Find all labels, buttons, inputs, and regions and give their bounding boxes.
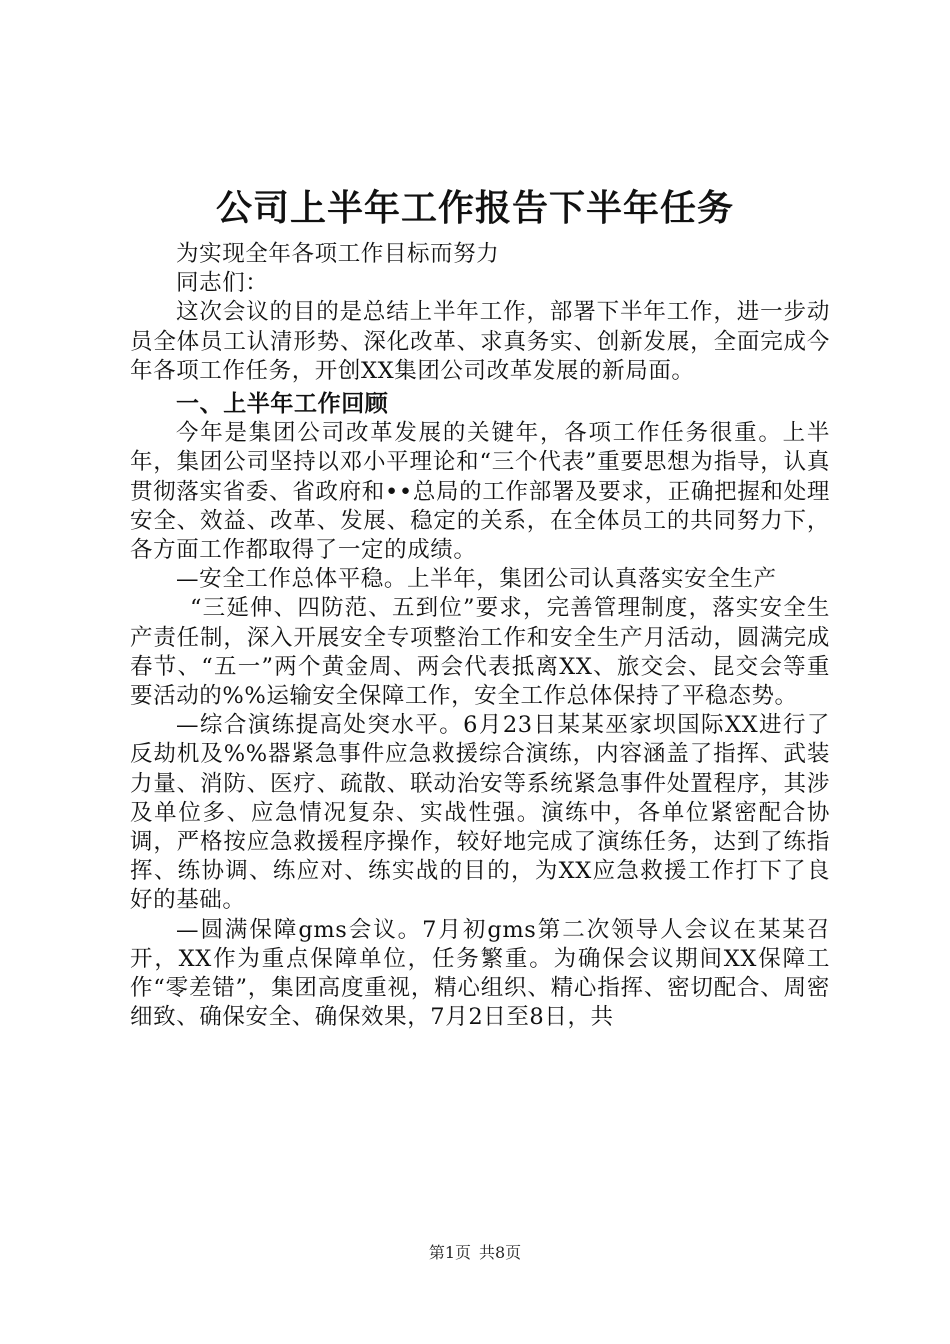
gms-paragraph: —圆满保障gms会议。7月初gms第二次领导人会议在某某召开，XX作为重点保障单位，任务繁重。为确保会议期间XX保障工作“零差错”，集团高度重视，精心组织、精心指挥、密切配合、周密细致、确保安全、确保效果，7月2日至8日，共 [130,916,830,1031]
section-heading: 一、上半年工作回顾 [176,391,389,418]
page-footer [0,1242,950,1264]
document-title: 公司上半年工作报告下半年任务 [215,188,734,229]
page-total: 共8页 [479,1243,522,1262]
greeting-paragraph: 同志们： [176,270,269,297]
review-paragraph: 今年是集团公司改革发展的关键年，各项工作任务很重。上半年，集团公司坚持以邓小平理论和“三个代表”重要思想为指导，认真贯彻落实省委、省政府和••总局的工作部署及要求，正确把握和处理安全、效益、改革、发展、稳定的关系，在全体员工的共同努力下，各方面工作都取得了一定的成绩。 [130,420,830,564]
document-body [130,240,830,1032]
subtitle-paragraph: 为实现全年各项工作目标而努力 [176,241,500,267]
safety-detail-paragraph: “三延伸、四防范、五到位”要求，完善管理制度，落实安全生产责任制，深入开展安全专项整治工作和安全生产月活动，圆满完成春节、“五一”两个黄金周、两会代表抵离XX、旅交会、昆交会等重要活动的%%运输安全保障工作，安全工作总体保持了平稳态势。 [130,595,830,710]
drill-paragraph: —综合演练提高处突水平。6月23日某某巫家坝国际XX进行了反劫机及%%器紧急事件应急救援综合演练，内容涵盖了指挥、武装力量、消防、医疗、疏散、联动治安等系统紧急事件处置程序，其涉及单位多、应急情况复杂、实战性强。演练中，各单位紧密配合协调，严格按应急救援程序操作，较好地完成了演练任务，达到了练指挥、练协调、练应对、练实战的目的，为XX应急救援工作打下了良好的基础。 [130,712,830,914]
page-number: 第1页 [428,1243,471,1262]
intro-paragraph: 这次会议的目的是总结上半年工作，部署下半年工作，进一步动员全体员工认清形势、深化改革、求真务实、创新发展，全面完成今年各项工作任务，开创XX集团公司改革发展的新局面。 [130,299,830,384]
safety-paragraph: —安全工作总体平稳。上半年，集团公司认真落实安全生产 [176,566,777,593]
